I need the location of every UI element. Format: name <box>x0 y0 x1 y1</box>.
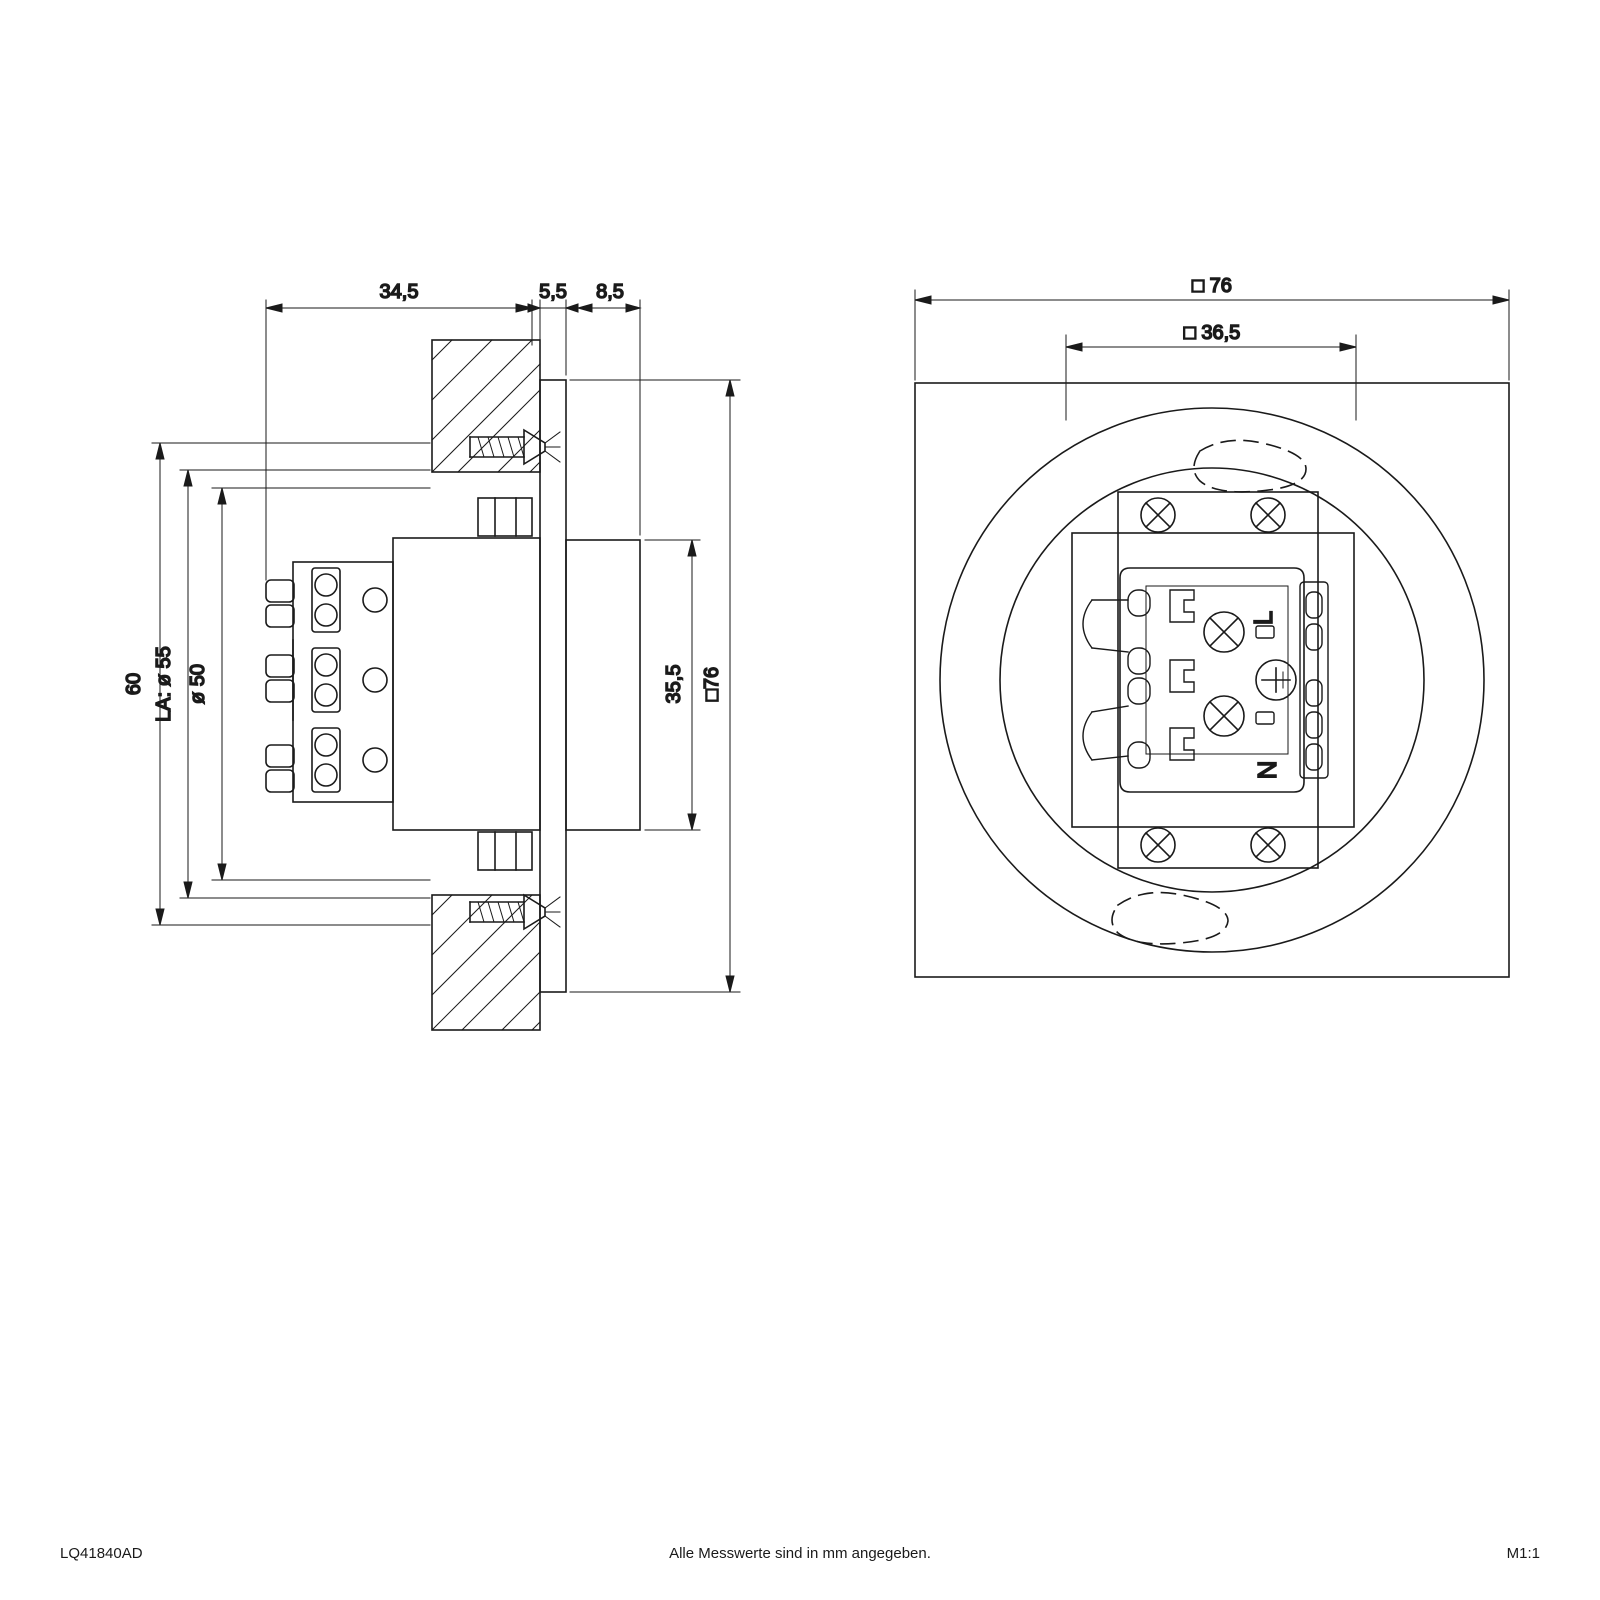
dimension-label-d50: ø 50 <box>187 663 209 705</box>
earth-symbol-icon <box>1256 660 1296 700</box>
frame-square <box>915 383 1509 977</box>
contact-carrier <box>1083 568 1328 792</box>
device-body <box>393 538 540 830</box>
mounting-claw-top <box>478 498 532 536</box>
contact-screw-upper <box>1204 612 1244 652</box>
dimension-8-5 <box>578 300 640 535</box>
dimension-label-35-5: 35,5 <box>663 664 685 704</box>
terminal-block <box>266 562 393 802</box>
dimension-label-square-76-top: □ 76 <box>1192 275 1232 297</box>
scale-label: M1:1 <box>1506 1545 1540 1562</box>
outer-ring <box>940 408 1484 952</box>
dimension-label-square-76-left: □76 <box>701 666 723 702</box>
flange-plate <box>540 380 566 992</box>
dimension-label-34-5: 34,5 <box>379 281 419 303</box>
dimension-label-60: 60 <box>123 672 145 696</box>
dimension-d50 <box>212 488 430 880</box>
grip-recess-top <box>1194 440 1306 492</box>
measurement-note: Alle Messwerte sind in mm angegeben. <box>669 1545 931 1562</box>
yoke-screw-top-right <box>1251 498 1285 532</box>
yoke-screw-bottom-right <box>1251 828 1285 862</box>
terminal-label-l: L <box>1248 610 1278 626</box>
yoke-screw-top-left <box>1141 498 1175 532</box>
mounting-claw-bottom <box>478 832 532 870</box>
yoke-screw-bottom-left <box>1141 828 1175 862</box>
dimension-label-square-36-5: □ 36,5 <box>1183 322 1241 344</box>
right-front-view <box>915 275 1509 977</box>
article-code: LQ41840AD <box>60 1545 143 1562</box>
pin-slot-group <box>1170 590 1194 760</box>
dimension-label-8-5: 8,5 <box>596 281 624 303</box>
dimension-label-la-55: LA: ø 55 <box>153 646 175 722</box>
front-cover <box>566 540 640 830</box>
dimension-label-5-5: 5,5 <box>539 281 567 303</box>
drawing-footer <box>0 1540 1600 1600</box>
left-section-view <box>123 281 740 1030</box>
terminal-label-n: N <box>1252 760 1282 780</box>
dimension-5-5 <box>524 300 582 375</box>
contact-screw-lower <box>1204 696 1244 736</box>
inner-ring <box>1000 468 1424 892</box>
grip-recess-bottom <box>1112 893 1228 944</box>
